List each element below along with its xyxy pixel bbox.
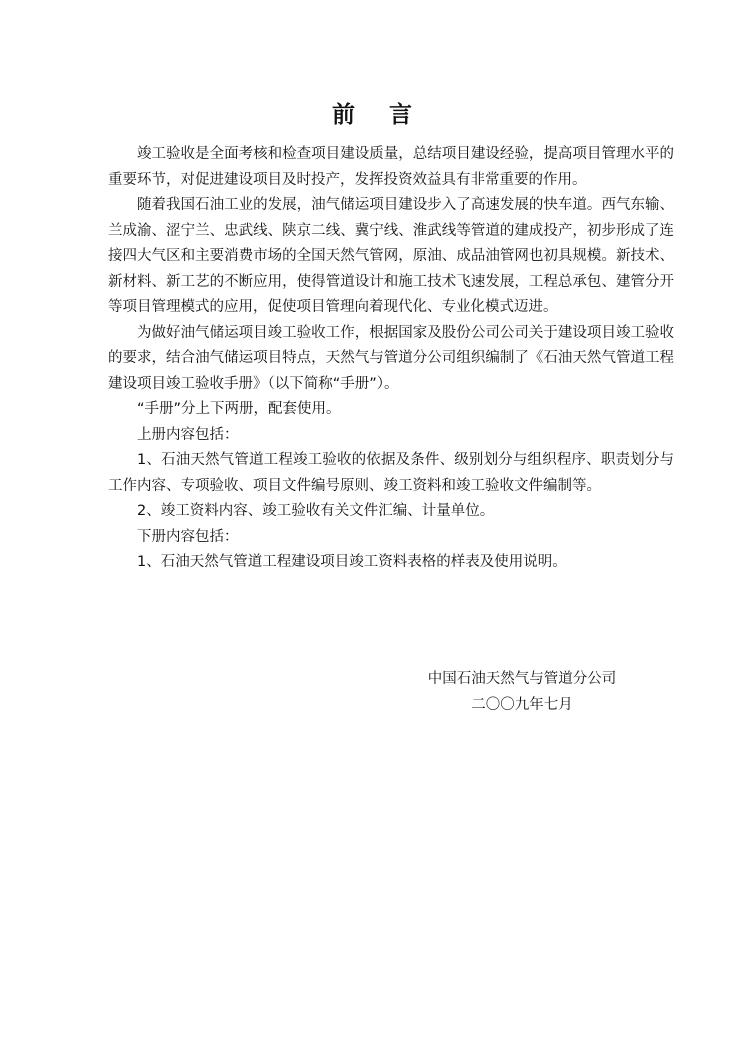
signature-organization: 中国石油天然气与管道分公司	[427, 671, 617, 687]
paragraph-background: 随着我国石油工业的发展，油气储运项目建设步入了高速发展的快车道。西气东输、兰成渝、涩宁兰、忠武线、陕京二线、冀宁线、淮武线等管道的建成投产，初步形成了连接四大气区和主要消费市场的全国天然气管网，原油、成品油管网也初具规模。新技术、新材料、新工艺的不断应用，使得管道设计和施工技术飞速发展，工程总承包、建管分开等项目管理模式的应用，促使项目管理向着现代化、专业化模式迈进。	[108, 197, 674, 315]
paragraph-purpose: 为做好油气储运项目竣工验收工作，根据国家及股份公司公司关于建设项目竣工验收的要求，结合油气储运项目特点，天然气与管道分公司组织编制了《石油天然气管道工程建设项目竣工验收手册》（以下简称“手册”）。	[108, 324, 674, 392]
paragraph-volumes: “手册”分上下两册，配套使用。	[137, 401, 341, 417]
paragraph-intro: 竣工验收是全面考核和检查项目建设质量，总结项目建设经验，提高项目管理水平的重要环节，对促进建设项目及时投产，发挥投资效益具有非常重要的作用。	[108, 146, 674, 188]
paragraph-upper-heading: 上册内容包括：	[137, 426, 239, 443]
page-title: 前言	[332, 102, 446, 128]
document-body	[108, 142, 674, 576]
paragraph-lower-heading: 下册内容包括：	[137, 528, 239, 545]
signature-date: 二〇〇九年七月	[471, 697, 573, 713]
paragraph-upper-item-1: 1、石油天然气管道工程竣工验收的依据及条件、级别划分与组织程序、职责划分与工作内容、专项验收、项目文件编号原则、竣工资料和竣工验收文件编制等。	[108, 452, 674, 494]
paragraph-upper-item-2: 2、竣工资料内容、竣工验收有关文件汇编、计量单位。	[137, 503, 495, 519]
paragraph-lower-item-1: 1、石油天然气管道工程建设项目竣工资料表格的样表及使用说明。	[137, 554, 567, 570]
